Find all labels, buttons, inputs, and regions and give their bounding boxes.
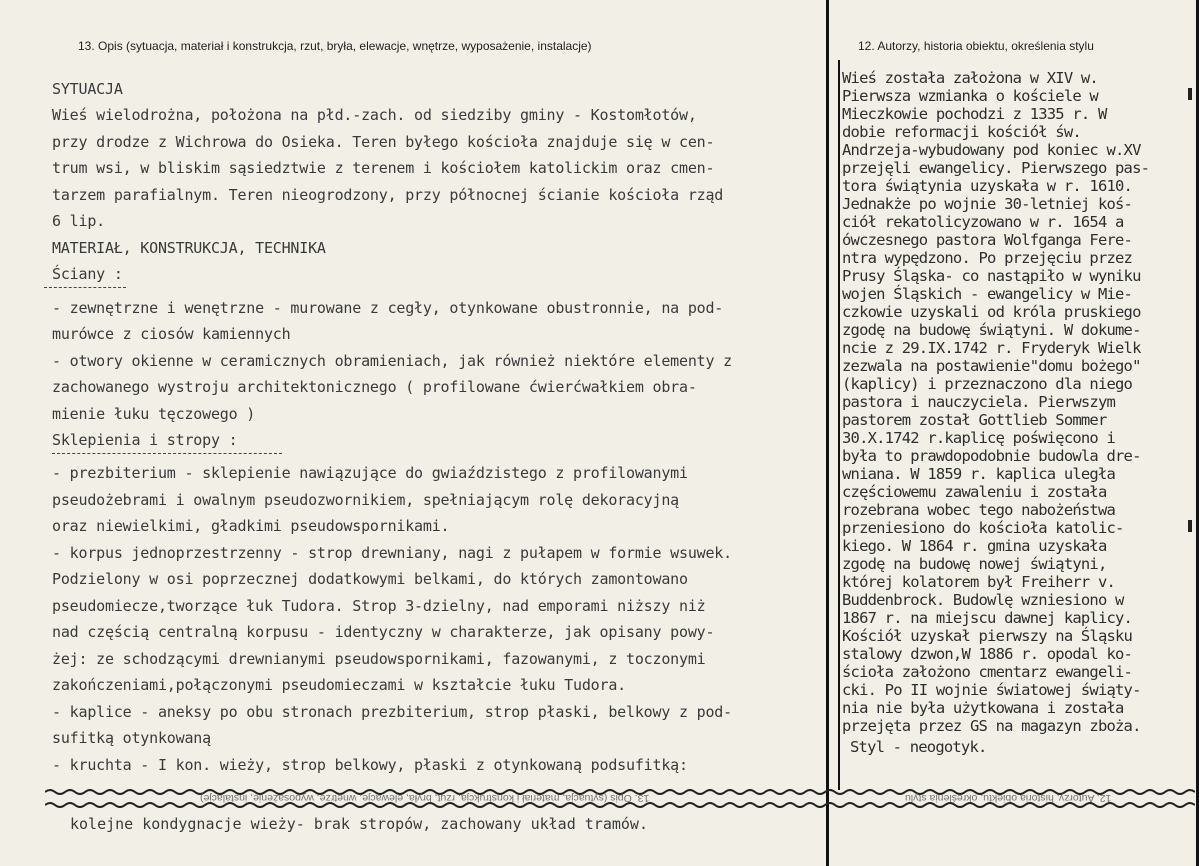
margin-tick [1188, 88, 1192, 100]
history-line: tora świątynia uzyskała w r. 1610. [842, 177, 1133, 195]
text-line: trum wsi, w bliskim sąsiedztwie z terenem i kościołem katolickim oraz cmen- [52, 159, 715, 177]
text-line: Wieś wielodrożna, położona na płd.-zach. od siedziby gminy - Kostomłotów, [52, 106, 697, 124]
heading-material: MATERIAŁ, KONSTRUKCJA, TECHNIKA [52, 239, 326, 257]
history-line: Kościół uzyskał pierwszy na Śląsku [842, 627, 1133, 645]
history-line: stalowy dzwon,W 1886 r. opodal ko- [842, 645, 1133, 663]
history-line: Buddenbrock. Budowlę wzniesiono w [842, 591, 1124, 609]
text-line: - zewnętrzne i wenętrzne - murowane z cegły, otynkowane obustronnie, na pod- [52, 299, 724, 317]
history-line: ścioła założono cmentarz ewangeli- [842, 663, 1133, 681]
subheading-sklepienia: Sklepienia i stropy : [52, 431, 238, 449]
history-line: zezwala na postawienie"domu bożego" [842, 357, 1141, 375]
sklepienia-underline [52, 453, 282, 454]
history-line: ncie z 29.IX.1742 r. Fryderyk Wielk [842, 339, 1141, 357]
text-line: sufitką otynkowaną [52, 729, 211, 747]
history-line: nia nie była użytkowana i została [842, 699, 1124, 717]
text-line: tarzem parafialnym. Teren nieogrodzony, przy północnej ścianie kościoła rząd [52, 186, 724, 204]
mirrored-header-right: 12. Autorzy, historia obiektu, określenia stylu [905, 792, 1112, 804]
history-line: której kolatorem był Freiherr v. [842, 573, 1116, 591]
text-line: mienie łuku tęczowego ) [52, 405, 256, 423]
text-line: przy drodze z Wichrowa do Osieka. Teren byłego kościoła znajduje się w cen- [52, 133, 715, 151]
history-line: Wieś została założona w XIV w. [842, 69, 1098, 87]
history-line: zgodę na budowę świątyni. W dokume- [842, 321, 1141, 339]
history-line: była to prawdopodobnie budowla dre- [842, 447, 1141, 465]
history-line: 30.X.1742 r.kaplicę poświęcono i [842, 429, 1116, 447]
column-divider-inner [838, 60, 840, 790]
history-line: dobie reformacji kościół św. [842, 123, 1081, 141]
history-line: (kaplicy) i przeznaczono dla niego [842, 375, 1133, 393]
history-line: cki. Po II wojnie światowej świąty- [842, 681, 1141, 699]
subheading-sciany: Ściany : [52, 265, 123, 283]
text-line: oraz niewielkimi, gładkimi pseudowspornikami. [52, 517, 450, 535]
text-line: nad częścią centralną korpusu - identyczny w charakterze, jak opisany powy- [52, 623, 715, 641]
text-line: zakończeniami,połączonymi pseudomieczami w kształcie łuku Tudora. [52, 676, 626, 694]
history-line: przejęta przez GS na magazyn zboża. [842, 717, 1141, 735]
history-line: Pierwsza wzmianka o kościele w [842, 87, 1098, 105]
history-line: przeniesiono do kościoła katolic- [842, 519, 1124, 537]
text-line: murówce z ciosów kamiennych [52, 325, 291, 343]
header-right: 12. Autorzy, historia obiektu, określenia stylu [858, 39, 1094, 53]
text-line: żej: ze schodzącymi drewnianymi pseudowspornikami, fazowanymi, z toczonymi [52, 650, 706, 668]
history-line: pastorem został Gottlieb Sommer [842, 411, 1107, 429]
style-line: Styl - neogotyk. [850, 738, 987, 756]
margin-tick [1188, 520, 1192, 532]
text-line: - kaplice - aneksy po obu stronach prezbiterium, strop płaski, belkowy z pod- [52, 703, 732, 721]
history-line: przejęli ewangelicy. Pierwszego pas- [842, 159, 1150, 177]
history-line: wojen Śląskich - ewangelicy w Mie- [842, 285, 1133, 303]
history-line: kiego. W 1864 r. gmina uzyskała [842, 537, 1107, 555]
column-divider [826, 0, 829, 866]
text-line: - prezbiterium - sklepienie nawiązujące do gwiaździstego z profilowanymi [52, 464, 688, 482]
text-line: pseudomiecze,tworzące łuk Tudora. Strop 3-dzielny, nad emporami niższy niż [52, 597, 706, 615]
history-line: Jednakże po wojnie 30-letniej koś- [842, 195, 1133, 213]
text-line: pseudożebrami i owalnym pseudozwornikiem, spełniającym rolę dekoracyjną [52, 491, 679, 509]
text-line: - korpus jednoprzestrzenny - strop drewniany, nagi z pułapem w formie wsuwek. [52, 544, 732, 562]
history-line: Andrzeja-wybudowany pod koniec w.XV [842, 141, 1141, 159]
text-line: - kruchta - I kon. wieży, strop belkowy, płaski z otynkowaną podsufitką: [52, 756, 688, 774]
history-line: Prusy Śląska- co nastąpiło w wyniku [842, 267, 1141, 285]
sciany-underline [44, 287, 126, 288]
history-line: ntra wypędzono. Po przejęciu przez [842, 249, 1133, 267]
history-line: częściowemu zawaleniu i została [842, 483, 1107, 501]
header-left: 13. Opis (sytuacja, materiał i konstrukcja, rzut, bryła, elewacje, wnętrze, wyposażenie, instalacje) [78, 39, 592, 53]
text-line: Podzielony w osi poprzecznej dodatkowymi belkami, do których zamontowano [52, 570, 688, 588]
history-line: pastora i nauczyciela. Pierwszym [842, 393, 1116, 411]
history-line: 1867 r. na miejscu dawnej kaplicy. [842, 609, 1133, 627]
heading-sytuacja: SYTUACJA [52, 80, 123, 98]
history-line: czkowie uzyskali od króla pruskiego [842, 303, 1141, 321]
history-line: rozebrana wobec tego nabożeństwa [842, 501, 1116, 519]
history-line: ówczesnego pastora Wolfganga Fere- [842, 231, 1133, 249]
mirrored-header-left: 13. Opis (sytuacja, materiał i konstrukcja, rzut, bryła, elewacje, wnętrze, wyposażenie, instalacje) [200, 792, 650, 804]
text-line: zachowanego wystroju architektonicznego ( profilowane ćwierćwałkiem obra- [52, 378, 697, 396]
history-line: ciół rekatolicyzowano w r. 1654 a [842, 213, 1124, 231]
history-line: Mieczkowie pochodzi z 1335 r. W [842, 105, 1107, 123]
text-line: - otwory okienne w ceramicznych obramieniach, jak również niektóre elementy z [52, 352, 732, 370]
history-line: wniana. W 1859 r. kaplica uległa [842, 465, 1116, 483]
continuation-line: kolejne kondygnacje wieży- brak stropów, zachowany układ tramów. [70, 815, 648, 833]
history-line: zgodę na budowę nowej świątyni, [842, 555, 1107, 573]
text-line: 6 lip. [52, 212, 105, 230]
